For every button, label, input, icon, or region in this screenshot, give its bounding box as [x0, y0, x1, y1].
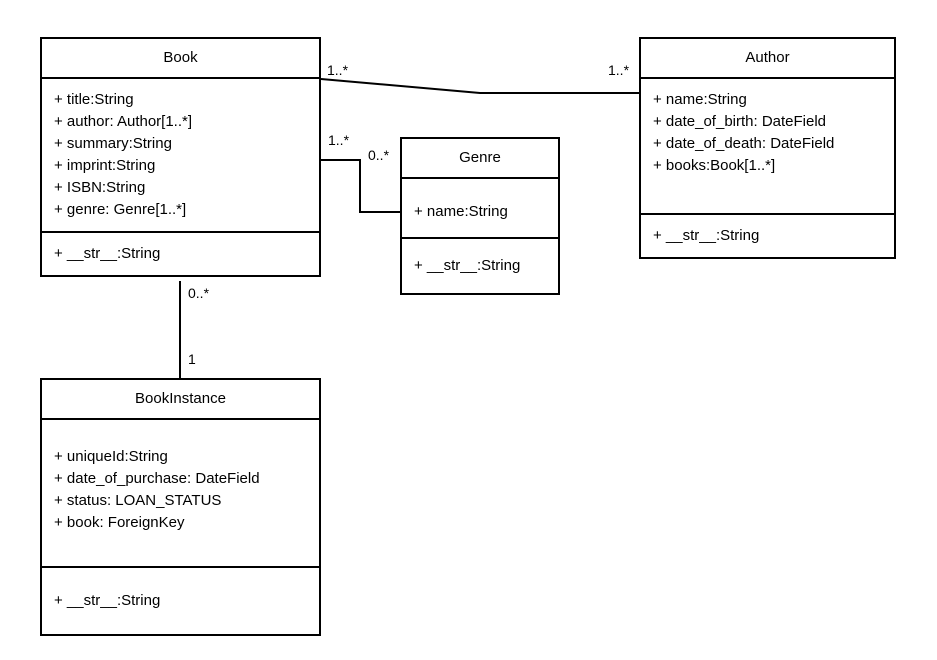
class-title-author: Author	[641, 39, 894, 79]
method: + __str__:String	[414, 257, 521, 274]
attribute: + uniqueId:String	[54, 448, 168, 465]
edge-book-genre	[321, 160, 400, 212]
multiplicity-book-author-left: 1..*	[327, 62, 349, 78]
multiplicity-book-genre-left: 1..*	[328, 132, 350, 148]
class-box-bookinstance[interactable]	[40, 378, 321, 636]
attributes-genre	[402, 179, 558, 239]
attribute: + date_of_purchase: DateField	[54, 470, 260, 487]
class-box-author[interactable]	[639, 37, 896, 259]
attribute: + summary:String	[54, 135, 172, 152]
class-title-bookinstance: BookInstance	[42, 380, 319, 420]
attribute: + date_of_birth: DateField	[653, 113, 827, 130]
methods-genre	[402, 239, 558, 293]
multiplicity-book-author-right: 1..*	[608, 62, 630, 78]
class-title-book: Book	[42, 39, 319, 79]
attribute: + status: LOAN_STATUS	[54, 492, 222, 509]
attribute: + imprint:String	[54, 157, 156, 174]
attribute: + genre: Genre[1..*]	[54, 201, 187, 218]
multiplicity-book-genre-right: 0..*	[368, 147, 390, 163]
attributes-book	[42, 79, 319, 233]
methods-book	[42, 233, 319, 275]
method: + __str__:String	[54, 245, 161, 262]
attribute: + name:String	[653, 91, 747, 108]
attribute: + title:String	[54, 91, 134, 108]
method: + __str__:String	[653, 227, 760, 244]
multiplicity-book-instance-bottom: 1	[188, 351, 196, 367]
attribute: + books:Book[1..*]	[653, 157, 776, 174]
edge-book-author	[321, 79, 639, 93]
attribute: + author: Author[1..*]	[54, 113, 193, 130]
attributes-author	[641, 79, 894, 215]
attribute: + name:String	[414, 203, 508, 220]
class-box-genre[interactable]	[400, 137, 560, 295]
class-title-genre: Genre	[402, 139, 558, 179]
method: + __str__:String	[54, 592, 161, 609]
methods-bookinstance	[42, 568, 319, 634]
attribute: + ISBN:String	[54, 179, 146, 196]
attributes-bookinstance	[42, 420, 319, 568]
multiplicity-book-instance-top: 0..*	[188, 285, 210, 301]
methods-author	[641, 215, 894, 257]
class-box-book[interactable]	[40, 37, 321, 277]
attribute: + book: ForeignKey	[54, 514, 185, 531]
attribute: + date_of_death: DateField	[653, 135, 835, 152]
